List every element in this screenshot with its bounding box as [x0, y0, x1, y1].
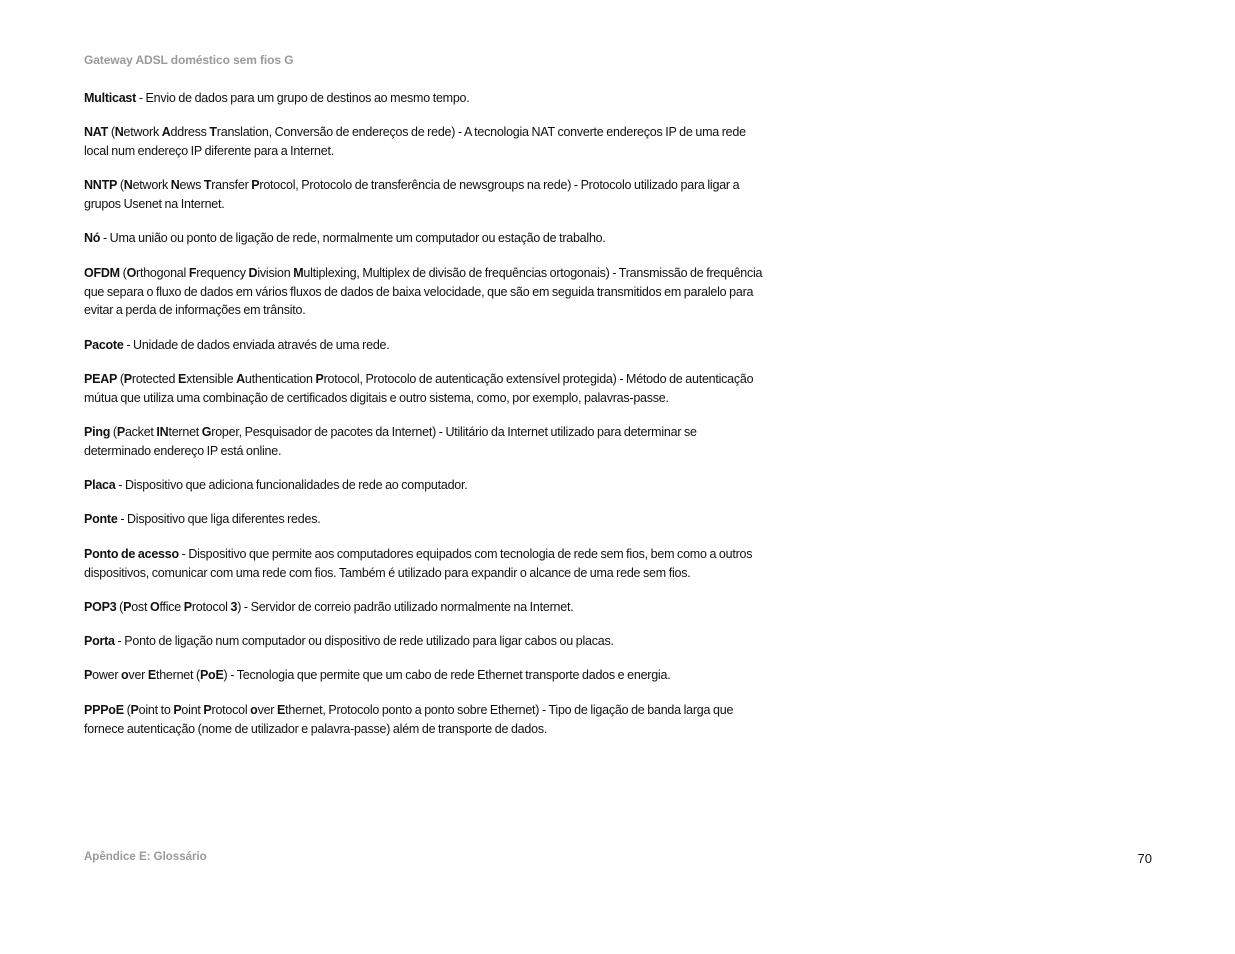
glossary-text: xtensible [186, 370, 237, 386]
glossary-entry [84, 176, 765, 214]
glossary-text: ultiplexing, Multiplex de divisão de frequências ortogonais) - Transmissão de frequência que separa o fluxo de dados em vários fluxos de dados de baixa velocidade, que são em seguida transmitidos em paralelo para evitar a perda de informações em trânsito. [84, 264, 763, 318]
glossary-text: ternet [168, 424, 202, 440]
glossary-term-bold: OFDM [84, 264, 120, 280]
glossary-text: - Envio de dados para um grupo de destinos ao mesmo tempo. [136, 90, 470, 105]
glossary-text: ( [119, 264, 127, 280]
glossary-term-bold: G [201, 424, 212, 440]
glossary-text: ( [117, 370, 124, 386]
glossary-term-bold: E [277, 701, 286, 717]
glossary-text: ivision [257, 264, 294, 280]
glossary-text: - Uma união ou ponto de ligação de rede, normalmente um computador ou estação de trabalho. [100, 230, 606, 246]
glossary-term-bold: A [161, 124, 171, 140]
glossary-text: ( [123, 701, 131, 717]
glossary-text: roper, Pesquisador de pacotes da Internet) - Utilitário da Internet utilizado para determinar se determinado endereço IP está online. [84, 424, 697, 458]
glossary-text: rotected [131, 370, 178, 386]
glossary-term-bold: Porta [84, 633, 115, 649]
glossary-text: - Unidade de dados enviada através de uma rede. [123, 336, 390, 352]
glossary-term-bold: T [203, 177, 212, 193]
glossary-term-bold: NAT [84, 124, 109, 140]
glossary-term-bold: PEAP [84, 370, 118, 386]
glossary-term-bold: D [248, 264, 258, 280]
glossary-entry [84, 89, 765, 108]
glossary-text: ower [92, 667, 122, 683]
glossary-entry [84, 545, 765, 583]
glossary-text: ( [116, 598, 124, 614]
glossary-text: - Dispositivo que adiciona funcionalidades de rede ao computador. [115, 477, 468, 493]
glossary-list [84, 89, 764, 754]
glossary-entry [84, 510, 765, 529]
glossary-text: oint [181, 701, 204, 717]
glossary-term-bold: Placa [84, 477, 116, 493]
glossary-term-bold: 3 [230, 598, 238, 614]
glossary-text: rotocol, Protocolo de autenticação extensível protegida) - Método de autenticação mútua que utiliza uma combinação de certificados digitais e outro sistema, como, por exemplo, palavras-passe. [84, 370, 754, 405]
glossary-term-bold: POP3 [84, 598, 117, 614]
glossary-text: ( [117, 177, 124, 193]
glossary-text: ( [108, 124, 115, 140]
glossary-term-bold: IN [156, 424, 169, 440]
glossary-text: ransfer [211, 177, 252, 193]
glossary-term-bold: PPPoE [84, 701, 124, 717]
glossary-entry [84, 632, 765, 651]
glossary-entry [84, 229, 765, 248]
glossary-term-bold: E [147, 667, 156, 683]
glossary-term-bold: Ponte [84, 511, 118, 527]
glossary-text: ranslation, Conversão de endereços de rede) - A tecnologia NAT converte endereços IP de uma rede local num endereço IP diferente para a Internet. [84, 124, 746, 159]
glossary-term-bold: P [130, 701, 139, 717]
glossary-text: ) - Tecnologia que permite que um cabo de rede Ethernet transporte dados e energia. [223, 667, 671, 683]
glossary-term-bold: A [236, 370, 245, 386]
glossary-term-bold: Ponto de acesso [84, 545, 179, 561]
glossary-text: ver [128, 667, 148, 683]
glossary-text: oint to [138, 701, 174, 717]
glossary-term-bold: Pacote [84, 336, 124, 352]
glossary-term-bold: N [170, 177, 180, 193]
glossary-text: etwork [123, 124, 162, 140]
glossary-term-bold: P [123, 598, 132, 614]
glossary-text: ffice [159, 598, 184, 614]
glossary-term-bold: Multicast [84, 90, 137, 105]
glossary-text: etwork [132, 177, 171, 193]
glossary-text: ( [110, 424, 117, 440]
glossary-term-bold: o [250, 701, 258, 717]
glossary-text: rotocol [191, 598, 231, 614]
glossary-text: rthogonal [136, 264, 189, 280]
glossary-term-bold: o [121, 667, 129, 683]
glossary-term-bold: M [293, 264, 304, 280]
page-number: 70 [1137, 851, 1152, 866]
glossary-entry [84, 423, 765, 461]
glossary-entry [84, 264, 765, 320]
glossary-text: rotocol [211, 701, 251, 717]
glossary-entry [84, 123, 765, 161]
glossary-text: uthentication [244, 370, 316, 386]
glossary-entry [84, 476, 765, 495]
glossary-text: rotocol, Protocolo de transferência de newsgroups na rede) - Protocolo utilizado para ligar a grupos Usenet na Internet. [84, 177, 740, 212]
glossary-text: thernet ( [155, 667, 200, 683]
glossary-term-bold: P [173, 701, 182, 717]
glossary-entry [84, 370, 765, 408]
glossary-term-bold: O [126, 264, 137, 280]
glossary-text: - Dispositivo que permite aos computadores equipados com tecnologia de rede sem fios, bem como a outros dispositivos, comunicar com uma rede com fios. Também é utilizado para expandir o alcance de uma rede sem fios. [84, 545, 753, 580]
glossary-text: ews [179, 177, 204, 193]
glossary-text: acket [124, 424, 157, 440]
glossary-entry [84, 598, 765, 617]
glossary-term-bold: Nó [84, 230, 101, 246]
glossary-term-bold: P [203, 701, 212, 717]
page-header-title: Gateway ADSL doméstico sem fios G [84, 53, 294, 67]
glossary-term-bold: P [84, 667, 93, 683]
glossary-term-bold: P [123, 370, 132, 386]
glossary-entry [84, 336, 765, 355]
glossary-term-bold: N [114, 124, 124, 140]
glossary-term-bold: P [183, 598, 192, 614]
glossary-term-bold: P [116, 424, 125, 440]
glossary-term-bold: N [123, 177, 133, 193]
glossary-term-bold: T [209, 124, 217, 140]
glossary-entry [84, 701, 765, 739]
glossary-text: - Dispositivo que liga diferentes redes. [117, 511, 321, 527]
glossary-term-bold: Ping [84, 424, 111, 440]
glossary-term-bold: NNTP [84, 177, 118, 193]
glossary-term-bold: P [315, 370, 324, 386]
glossary-term-bold: PoE [199, 667, 224, 683]
glossary-text: ver [257, 701, 278, 717]
glossary-text: requency [196, 264, 249, 280]
glossary-term-bold: F [188, 264, 197, 280]
footer-section-title: Apêndice E: Glossário [84, 851, 207, 863]
glossary-text: - Ponto de ligação num computador ou dispositivo de rede utilizado para ligar cabos ou placas. [114, 633, 614, 649]
glossary-term-bold: E [177, 370, 187, 386]
glossary-term-bold: O [149, 598, 160, 614]
glossary-text: thernet, Protocolo ponto a ponto sobre Ethernet) - Tipo de ligação de banda larga que fornece autenticação (nome de utilizador e palavra-passe) além de transporte de dados. [84, 701, 734, 736]
glossary-text: ) - Servidor de correio padrão utilizado normalmente na Internet. [237, 598, 574, 614]
glossary-text: ost [131, 598, 150, 614]
glossary-entry [84, 666, 765, 685]
glossary-term-bold: P [251, 177, 260, 193]
glossary-text: ddress [170, 124, 210, 140]
